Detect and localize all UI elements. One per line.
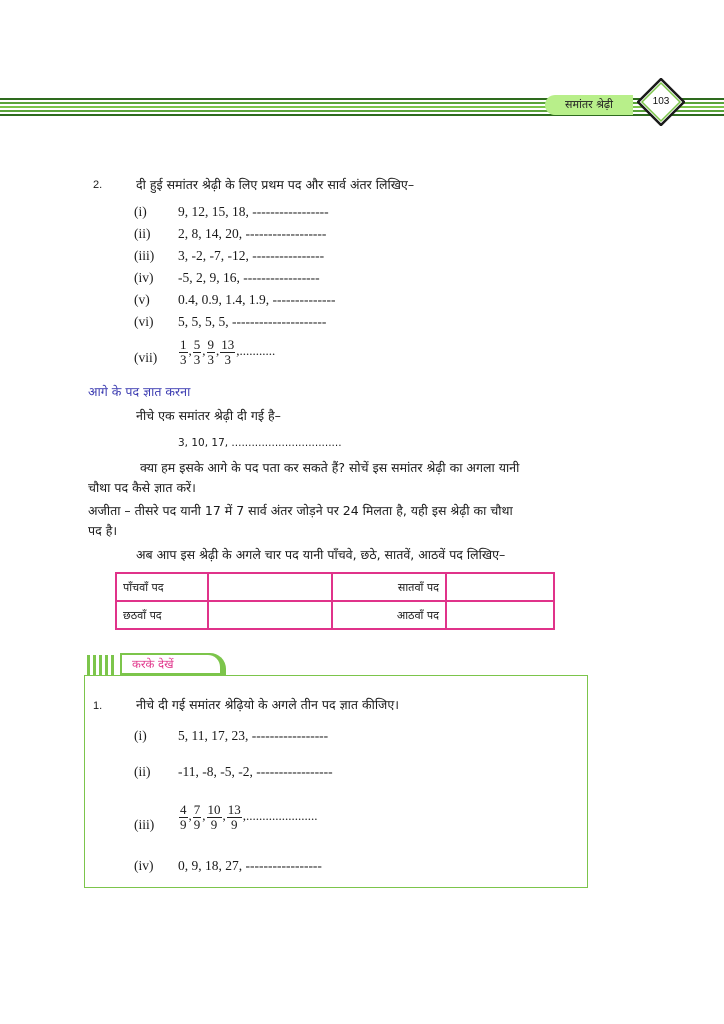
- fraction: $\frac{13}{3}$: [221, 337, 235, 367]
- page-number: 103: [652, 96, 670, 107]
- sequence-tail: ,...........: [236, 343, 276, 359]
- intro-text: नीचे एक समांतर श्रेढ़ी दी गई है–: [136, 408, 281, 423]
- paragraph-line: अब आप इस श्रेढ़ी के अगले चार पद यानी पाँचवे, छठे, सातवें, आठवें पद लिखिए–: [136, 547, 506, 562]
- item-label: (iii): [134, 817, 155, 832]
- table-row: [116, 573, 554, 601]
- fraction: $\frac{5}{3}$: [193, 337, 201, 367]
- fraction: $\frac{4}{9}$: [180, 802, 187, 832]
- item-label: (iv): [134, 270, 154, 285]
- fraction: $\frac{1}{3}$: [180, 337, 187, 367]
- fraction: $\frac{9}{3}$: [207, 337, 214, 367]
- sequence-text: 0, 9, 18, 27, -----------------: [178, 858, 322, 873]
- sequence-tail: ,......................: [242, 808, 318, 824]
- paragraph-line: अजीता – तीसरे पद यानी 17 में 7 सार्व अंतर जोड़ने पर 24 मिलता है, यही इस श्रेढ़ी का चौथा: [88, 503, 513, 518]
- fraction: $\frac{7}{9}$: [193, 802, 201, 832]
- item-label: (i): [134, 204, 147, 219]
- fraction: $\frac{10}{9}$: [207, 802, 221, 832]
- table-cell: छठवाँ पद: [116, 601, 208, 629]
- answer-cell[interactable]: [446, 601, 554, 629]
- sequence-text: 9, 12, 15, 18, -----------------: [178, 204, 329, 219]
- answer-cell[interactable]: [446, 573, 554, 601]
- sequence-text: 5, 11, 17, 23, -----------------: [178, 728, 329, 743]
- sequence-text: 5, 5, 5, 5, ---------------------: [178, 314, 327, 329]
- fraction: $\frac{13}{9}$: [227, 802, 241, 832]
- table-cell: आठवाँ पद: [332, 601, 446, 629]
- activity-tab-label: करके देखें: [122, 655, 220, 673]
- item-label: (vii): [134, 350, 158, 365]
- item-label: (iv): [134, 858, 154, 873]
- fraction-sequence: $\frac{4}{9}$ , $\frac{7}{9}$ , $\frac{10}{9}$ , $\frac{13}{9}$ ,......................: [180, 802, 318, 832]
- answer-cell[interactable]: [208, 573, 332, 601]
- chapter-title: समांतर श्रेढ़ी: [545, 95, 633, 115]
- question-number: 2.: [93, 179, 103, 191]
- answer-cell[interactable]: [208, 601, 332, 629]
- table-row: [116, 601, 554, 629]
- item-label: (vi): [134, 314, 154, 329]
- paragraph-line: चौथा पद कैसे ज्ञात करें।: [88, 480, 196, 495]
- table-cell: सातवाँ पद: [332, 573, 446, 601]
- paragraph-line: क्या हम इसके आगे के पद पता कर सकते हैं? सोचें इस समांतर श्रेढ़ी का अगला यानी: [140, 460, 520, 475]
- sequence-text: 0.4, 0.9, 1.4, 1.9, --------------: [178, 292, 336, 307]
- sequence-text: 3, -2, -7, -12, ----------------: [178, 248, 325, 263]
- question-prompt: दी हुई समांतर श्रेढ़ी के लिए प्रथम पद और सार्व अंतर लिखिए–: [136, 177, 415, 192]
- fraction-sequence: $\frac{1}{3}$ , $\frac{5}{3}$ , $\frac{9}{3}$ , $\frac{13}{3}$ ,...........: [180, 337, 276, 367]
- item-label: (v): [134, 292, 150, 307]
- sequence-text: -11, -8, -5, -2, -----------------: [178, 764, 333, 779]
- question-number: 1.: [93, 700, 103, 712]
- paragraph-line: पद है।: [88, 523, 118, 538]
- section-heading: आगे के पद ज्ञात करना: [88, 384, 191, 399]
- question-prompt: नीचे दी गई समांतर श्रेढ़ियो के अगले तीन पद ज्ञात कीजिए।: [136, 697, 399, 712]
- sequence-text: 2, 8, 14, 20, ------------------: [178, 226, 327, 241]
- item-label: (i): [134, 728, 147, 743]
- item-label: (iii): [134, 248, 155, 263]
- terms-table: [115, 572, 555, 630]
- item-label: (ii): [134, 226, 151, 241]
- item-label: (ii): [134, 764, 151, 779]
- table-cell: पाँचवाँ पद: [116, 573, 208, 601]
- example-sequence: 3, 10, 17, .................................: [178, 437, 342, 449]
- sequence-text: -5, 2, 9, 16, -----------------: [178, 270, 320, 285]
